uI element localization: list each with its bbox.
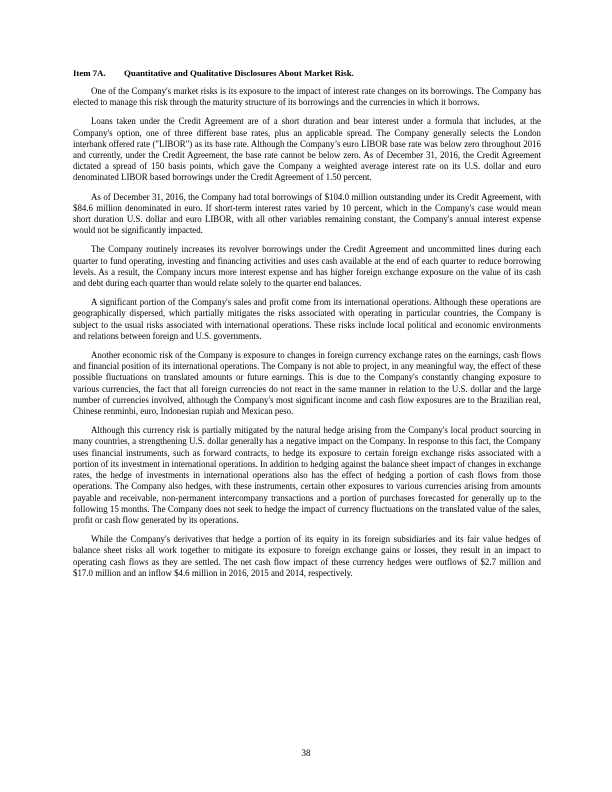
paragraph-revolver-borrowings: The Company routinely increases its revolver borrowings under the Credit Agreement and uncommitted lines during each quarter to fund operating, investing and financing activities and uses cash available at the end of each quarter to reduce borrowing levels. As a result, the Company incurs more interest expense and has higher foreign exchange exposure on the value of its cash and debt during each quarter than would relate solely to the quarter end balances. (73, 244, 541, 289)
paragraph-international-operations: A significant portion of the Company's sales and profit come from its international operations. Although these operations are geographically dispersed, which partially mitigates the risks associated with operating in particular countries, the Company is subject to the usual risks associated with international operations. These risks include local political and economic environments and relations between foreign and U.S. governments. (73, 297, 541, 341)
paragraph-interest-rate-risk: One of the Company's market risks is its exposure to the impact of interest rate changes on its borrowings. The Company has elected to manage this risk through the maturity structure of its borrowings and the currencies in which it borrows. (73, 86, 541, 108)
paragraph-derivatives-cash-flow: While the Company's derivatives that hedge a portion of its equity in its foreign subsidiaries and its fair value hedges of balance sheet risks all work together to mitigate its exposure to foreign exchange gains or losses, they result in an impact to operating cash flows as they are settled. The net cash flow impact of these currency hedges were outflows of $2.7 million and $17.0 million and an inflow $4.6 million in 2016, 2015 and 2014, respectively. (73, 534, 541, 578)
paragraph-credit-agreement-loans: Loans taken under the Credit Agreement are of a short duration and bear interest under a formula that includes, at the Company's option, one of three different base rates, plus an applicable spread. The Company generally selects the London interbank offered rate ("LIBOR") as its base rate. Although the Company’s euro LIBOR base rate was below zero throughout 2016 and currently, under the Credit Agreement, the base rate cannot be below zero. As of December 31, 2016, the Credit Agreement dictated a spread of 150 basis points, which gave the Company a weighted average interest rate on its U.S. dollar and euro denominated LIBOR based borrowings under the Credit Agreement of 1.50 percent. (73, 116, 541, 183)
document-body (73, 68, 541, 587)
paragraph-currency-hedging: Although this currency risk is partially mitigated by the natural hedge arising from the Company's local product sourcing in many countries, a strengthening U.S. dollar generally has a negative impact on the Company. In response to this fact, the Company uses financial instruments, such as forward contracts, to hedge its exposure to certain foreign exchange risks associated with a portion of its investment in international operations. In addition to hedging against the balance sheet impact of changes in exchange rates, the hedge of investments in international operations also has the effect of hedging a portion of cash flows from those operations. The Company also hedges, with these instruments, certain other exposures to various currencies arising from amounts payable and receivable, non-permanent intercompany transactions and a portion of purchases forecasted for generally up to the following 15 months. The Company does not seek to hedge the impact of currency fluctuations on the translated value of the sales, profit or cash flow generated by its operations. (73, 425, 541, 525)
item-number: Item 7A. (73, 68, 106, 78)
paragraph-currency-exchange-risk: Another economic risk of the Company is exposure to changes in foreign currency exchange rates on the earnings, cash flows and financial position of its international operations. The Company is not able to project, in any meaningful way, the effect of these possible fluctuations on translated amounts or future earnings. This is due to the Company's constantly changing exposure to various currencies, the fact that all foreign currencies do not react in the same manner in relation to the U.S. dollar and the large number of currencies involved, although the Company's most significant income and cash flow exposures are to the Brazilian real, Chinese renminbi, euro, Indonesian rupiah and Mexican peso. (73, 350, 541, 417)
section-title: Quantitative and Qualitative Disclosures About Market Risk. (124, 68, 354, 78)
page-number: 38 (301, 748, 311, 758)
paragraph-total-borrowings: As of December 31, 2016, the Company had total borrowings of $104.0 million outstanding under its Credit Agreement, with $84.6 million denominated in euro. If short-term interest rates varied by 10 percent, which in the Company's case would mean short duration U.S. dollar and euro LIBOR, with all other variables remaining constant, the Company's annual interest expense would not be significantly impacted. (73, 191, 541, 236)
section-heading (73, 68, 541, 79)
